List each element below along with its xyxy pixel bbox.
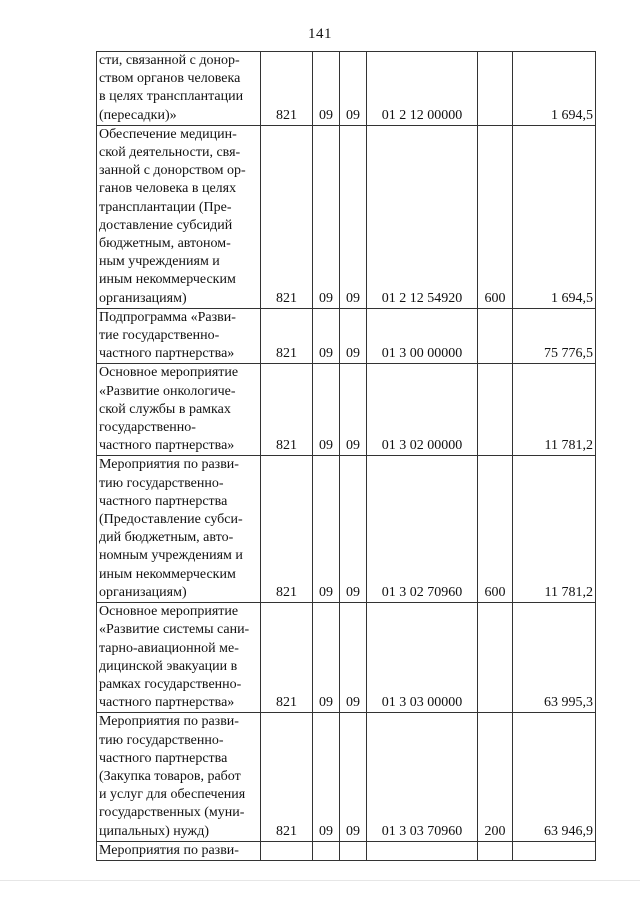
expense-type-cell bbox=[478, 308, 513, 364]
section-code-cell: 09 bbox=[313, 364, 340, 456]
subsection-code-cell: 09 bbox=[340, 52, 367, 126]
item-name-line: Обеспечение медицин- bbox=[99, 126, 237, 142]
section-code-cell: 09 bbox=[313, 456, 340, 603]
ministry-code-cell: 821 bbox=[261, 308, 313, 364]
target-article-cell: 01 3 02 00000 bbox=[367, 364, 478, 456]
target-article-cell: 01 3 03 70960 bbox=[367, 713, 478, 841]
table-row bbox=[97, 456, 596, 603]
budget-table bbox=[96, 51, 596, 861]
item-name-line: доставление субсидий bbox=[99, 217, 233, 233]
amount-cell: 11 781,2 bbox=[513, 364, 596, 456]
section-code-cell: 09 bbox=[313, 713, 340, 841]
table-row bbox=[97, 52, 596, 126]
target-article-cell: 01 2 12 00000 bbox=[367, 52, 478, 126]
ministry-code-cell: 821 bbox=[261, 456, 313, 603]
item-name-line: организациям) bbox=[99, 584, 187, 600]
expense-type-cell: 200 bbox=[478, 713, 513, 841]
item-name-line: рамках государственно- bbox=[99, 676, 242, 692]
table-body bbox=[97, 52, 596, 861]
item-name-cell bbox=[97, 52, 261, 126]
section-code-cell: 09 bbox=[313, 308, 340, 364]
ministry-code-cell: 821 bbox=[261, 603, 313, 713]
item-name-line: Основное мероприятие bbox=[99, 365, 239, 381]
ministry-code-cell: 821 bbox=[261, 364, 313, 456]
scan-edge bbox=[0, 880, 640, 881]
table-row bbox=[97, 841, 596, 860]
target-article-cell: 01 2 12 54920 bbox=[367, 125, 478, 308]
ministry-code-cell: 821 bbox=[261, 125, 313, 308]
table-row bbox=[97, 364, 596, 456]
item-name-line: в целях трансплантации bbox=[99, 89, 244, 105]
expense-type-cell bbox=[478, 52, 513, 126]
item-name-line: сти, связанной с донор- bbox=[99, 53, 240, 68]
amount-cell: 11 781,2 bbox=[513, 456, 596, 603]
table-row bbox=[97, 308, 596, 364]
target-article-cell: 01 3 00 00000 bbox=[367, 308, 478, 364]
item-name-line: занной с донорством ор- bbox=[99, 163, 246, 179]
target-article-cell: 01 3 03 00000 bbox=[367, 603, 478, 713]
item-name-line: и услуг для обеспечения bbox=[99, 787, 246, 803]
table-row bbox=[97, 125, 596, 308]
item-name-line: государственных (муни- bbox=[99, 805, 245, 821]
item-name-cell bbox=[97, 603, 261, 713]
item-name-line: организациям) bbox=[99, 290, 187, 306]
item-name-line: ской службы в рамках bbox=[99, 401, 231, 417]
item-name-line: (пересадки)» bbox=[99, 107, 177, 123]
item-name-line: бюджетным, автоном- bbox=[99, 236, 231, 252]
subsection-code-cell: 09 bbox=[340, 713, 367, 841]
amount-cell: 1 694,5 bbox=[513, 52, 596, 126]
item-name-line: ным учреждениям и bbox=[99, 254, 220, 270]
subsection-code-cell: 09 bbox=[340, 603, 367, 713]
subsection-code-cell: 09 bbox=[340, 125, 367, 308]
item-name-line: Основное мероприятие bbox=[99, 604, 239, 620]
expense-type-cell: 600 bbox=[478, 456, 513, 603]
subsection-code-cell: 09 bbox=[340, 308, 367, 364]
expense-type-cell: 600 bbox=[478, 125, 513, 308]
amount-cell: 63 995,3 bbox=[513, 603, 596, 713]
item-name-cell bbox=[97, 456, 261, 603]
item-name-line: Мероприятия по разви- bbox=[99, 842, 239, 858]
expense-type-cell bbox=[478, 364, 513, 456]
item-name-line: Мероприятия по разви- bbox=[99, 714, 239, 730]
target-article-cell: 01 3 02 70960 bbox=[367, 456, 478, 603]
ministry-code-cell bbox=[261, 841, 313, 860]
section-code-cell: 09 bbox=[313, 603, 340, 713]
item-name-line: Подпрограмма «Разви- bbox=[99, 309, 236, 325]
item-name-line: тарно-авиационной ме- bbox=[99, 640, 239, 656]
item-name-cell bbox=[97, 308, 261, 364]
item-name-line: Мероприятия по разви- bbox=[99, 457, 239, 473]
ministry-code-cell: 821 bbox=[261, 713, 313, 841]
item-name-cell bbox=[97, 841, 261, 860]
item-name-line: частного партнерства» bbox=[99, 695, 235, 711]
ministry-code-cell: 821 bbox=[261, 52, 313, 126]
table-row bbox=[97, 713, 596, 841]
subsection-code-cell: 09 bbox=[340, 364, 367, 456]
item-name-line: государственно- bbox=[99, 420, 196, 436]
subsection-code-cell bbox=[340, 841, 367, 860]
item-name-line: (Закупка товаров, работ bbox=[99, 768, 241, 784]
item-name-line: трансплантации (Пре- bbox=[99, 199, 232, 215]
item-name-line: дицинской эвакуации в bbox=[99, 658, 238, 674]
table-row bbox=[97, 603, 596, 713]
item-name-line: частного партнерства bbox=[99, 750, 228, 766]
section-code-cell bbox=[313, 841, 340, 860]
item-name-line: частного партнерства bbox=[99, 493, 228, 509]
item-name-line: ганов человека в целях bbox=[99, 181, 237, 197]
item-name-line: дий бюджетным, авто- bbox=[99, 530, 234, 546]
item-name-line: ципальных) нужд) bbox=[99, 823, 210, 839]
item-name-line: тию государственно- bbox=[99, 732, 224, 748]
item-name-line: номным учреждениям и bbox=[99, 548, 243, 564]
page-number: 141 bbox=[308, 26, 332, 42]
item-name-cell bbox=[97, 125, 261, 308]
item-name-line: иным некоммерческим bbox=[99, 566, 236, 582]
amount-cell: 75 776,5 bbox=[513, 308, 596, 364]
item-name-line: ством органов человека bbox=[99, 71, 241, 87]
item-name-line: частного партнерства» bbox=[99, 438, 235, 454]
item-name-line: частного партнерства» bbox=[99, 346, 235, 362]
subsection-code-cell: 09 bbox=[340, 456, 367, 603]
item-name-line: тие государственно- bbox=[99, 328, 220, 344]
section-code-cell: 09 bbox=[313, 125, 340, 308]
item-name-line: тию государственно- bbox=[99, 475, 224, 491]
item-name-line: (Предоставление субси- bbox=[99, 512, 243, 528]
amount-cell bbox=[513, 841, 596, 860]
item-name-line: иным некоммерческим bbox=[99, 272, 236, 288]
item-name-line: ской деятельности, свя- bbox=[99, 145, 241, 161]
item-name-cell bbox=[97, 713, 261, 841]
amount-cell: 63 946,9 bbox=[513, 713, 596, 841]
expense-type-cell bbox=[478, 841, 513, 860]
item-name-line: «Развитие онкологиче- bbox=[99, 383, 236, 399]
expense-type-cell bbox=[478, 603, 513, 713]
item-name-line: «Развитие системы сани- bbox=[99, 622, 250, 638]
section-code-cell: 09 bbox=[313, 52, 340, 126]
item-name-cell bbox=[97, 364, 261, 456]
amount-cell: 1 694,5 bbox=[513, 125, 596, 308]
target-article-cell bbox=[367, 841, 478, 860]
